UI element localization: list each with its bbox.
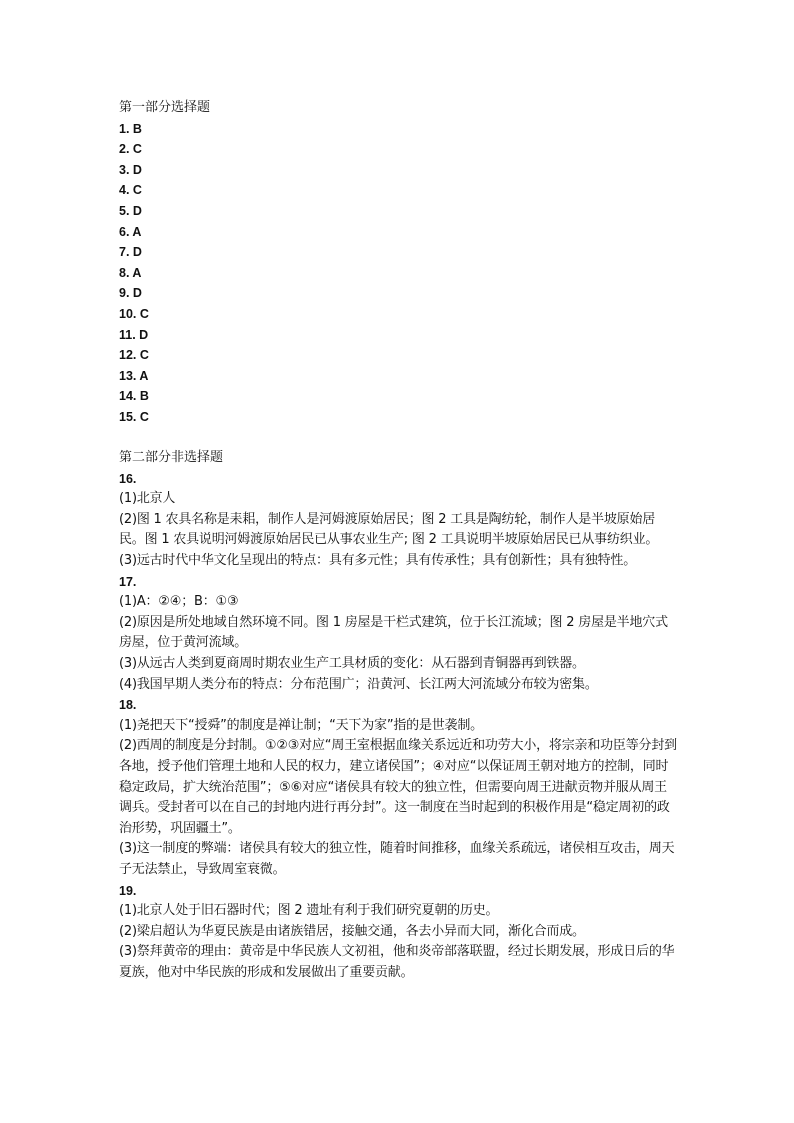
question-16-number: 16. [119, 471, 137, 486]
answer-13: 13. A [119, 368, 149, 383]
q19-answer-1: (1)北京人处于旧石器时代；图 2 遗址有利于我们研究夏朝的历史。 [119, 903, 499, 919]
question-19-number: 19. [119, 883, 137, 898]
q17-answer-2: (2)原因是所处地域自然环境不同。图 1 房屋是干栏式建筑，位于长江流域；图 2 房屋是半地穴式房屋，位于黄河流域。 [119, 614, 668, 651]
q17-answer-1: (1)A：②④；B：①③ [119, 594, 239, 610]
answer-6: 6. A [119, 224, 142, 239]
answer-1: 1. B [119, 121, 142, 136]
q18-answer-3: (3)这一制度的弊端：诸侯具有较大的独立性，随着时间推移，血缘关系疏远，诸侯相互攻击，周天子无法禁止，导致周室衰微。 [119, 841, 675, 877]
part1-title: 第一部分选择题 [119, 100, 211, 115]
answer-3: 3. D [119, 162, 142, 177]
answer-11: 11. D [119, 327, 149, 342]
answer-document [119, 98, 679, 984]
q17-answer-4: (4)我国早期人类分布的特点：分布范围广；沿黄河、长江两大河流域分布较为密集。 [119, 676, 598, 692]
answer-8: 8. A [119, 265, 142, 280]
question-18-number: 18. [119, 698, 137, 713]
answer-7: 7. D [119, 245, 142, 260]
q17-answer-3: (3)从远古人类到夏商周时期农业生产工具材质的变化：从石器到青铜器再到铁器。 [119, 656, 585, 672]
answer-12: 12. C [119, 348, 149, 363]
q19-answer-3: (3)祭拜黄帝的理由：黄帝是中华民族人文初祖，他和炎帝部落联盟，经过长期发展，形成日后的华夏族，他对中华民族的形成和发展做出了重要贡献。 [119, 944, 675, 980]
answer-14: 14. B [119, 389, 149, 404]
q18-answer-2: (2)西周的制度是分封制。①②③对应“周王室根据血缘关系远近和功劳大小，将宗亲和功臣等分封到各地，授予他们管理土地和人民的权力，建立诸侯国”；④对应“以保证周王朝对地方的控制，同时稳定政局，扩大统治范围”；⑤⑥对应“诸侯具有较大的独立性，但需要向周王进献贡物并服从周王调兵。受封者可以在自己的封地内进行再分封”。这一制度在当时起到的积极作用是“稳定周初的政治形势，巩固疆土”。 [119, 738, 677, 836]
question-17-number: 17. [119, 574, 137, 589]
answer-15: 15. C [119, 409, 149, 424]
answer-2: 2. C [119, 142, 142, 157]
q18-answer-1: (1)尧把天下“授舜”的制度是禅让制；“天下为家”指的是世袭制。 [119, 717, 483, 733]
q16-answer-2: (2)图 1 农具名称是耒耜，制作人是河姆渡原始居民；图 2 工具是陶纺轮，制作人是半坡原始居民。图 1 农具说明河姆渡原始居民已从事农业生产; 图 2 工具说明半坡原始居民已从事纺织业。 [119, 511, 659, 548]
q19-answer-2: (2)梁启超认为华夏民族是由诸族错居，接触交通，各去小异而大同，渐化合而成。 [119, 923, 585, 939]
part2-title: 第二部分非选择题 [119, 450, 224, 466]
q16-answer-3: (3)远古时代中华文化呈现出的特点：具有多元性；具有传承性；具有创新性；具有独特性。 [119, 553, 637, 569]
answer-9: 9. D [119, 286, 142, 301]
answer-10: 10. C [119, 306, 149, 321]
answer-5: 5. D [119, 203, 142, 218]
q16-answer-1: (1)北京人 [119, 491, 176, 507]
answer-4: 4. C [119, 183, 142, 198]
section-gap [119, 428, 679, 449]
